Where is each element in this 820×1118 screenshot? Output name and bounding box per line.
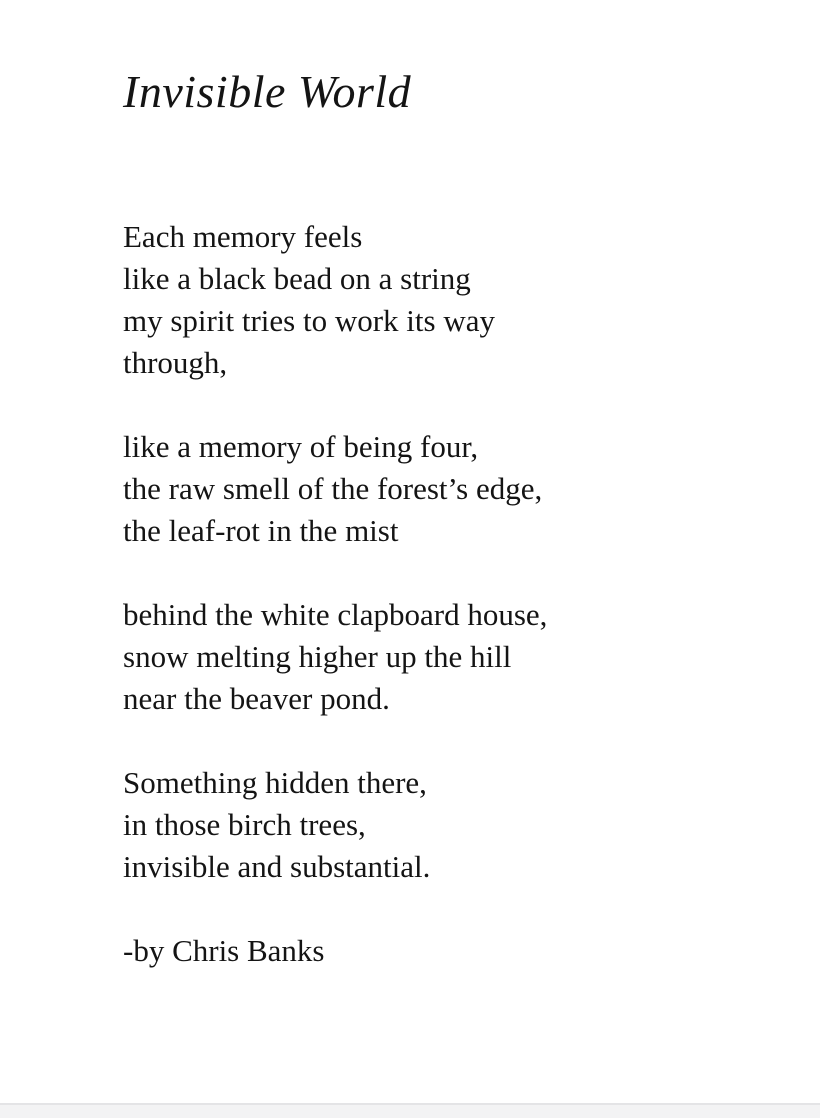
poem-line: snow melting higher up the hill [123,639,512,674]
poem-line: through, [123,345,228,380]
poem-stanza [123,594,780,720]
poem-attribution: -by Chris Banks [123,933,325,968]
poem-line: like a black bead on a string [123,261,471,296]
poem-line: my spirit tries to work its way [123,303,495,338]
poem-line: behind the white clapboard house, [123,597,548,632]
poem-line: Each memory feels [123,219,363,254]
poem-line: invisible and substantial. [123,849,431,884]
poem-line: the raw smell of the forest’s edge, [123,471,543,506]
poem-line: Something hidden there, [123,765,427,800]
poem-stanza [123,762,780,888]
poem-line: in those birch trees, [123,807,366,842]
poem-line: the leaf-rot in the mist [123,513,399,548]
poem-title: Invisible World [123,66,412,117]
poem-stanza [123,216,780,384]
bottom-bar [0,1103,820,1118]
poem-line: like a memory of being four, [123,429,479,464]
poem-stanza [123,426,780,552]
poem-line: near the beaver pond. [123,681,390,716]
